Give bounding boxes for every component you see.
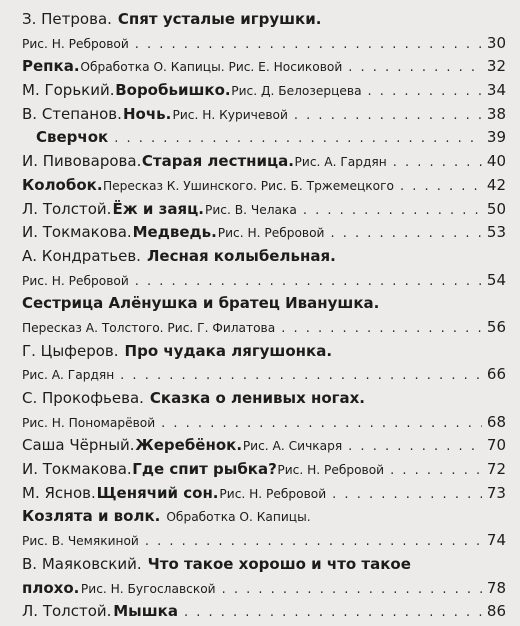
leader-dots <box>368 84 482 99</box>
entry-line <box>22 318 506 342</box>
entry-title: Ёж и заяц. <box>112 199 204 218</box>
toc-entry[interactable] <box>22 484 506 508</box>
leader-dots <box>390 463 482 478</box>
entry-title: плохо. <box>22 578 80 597</box>
entry-line <box>22 247 506 271</box>
entry-line <box>22 365 506 389</box>
page-number: 86 <box>486 602 506 621</box>
toc-entry[interactable] <box>22 602 506 626</box>
leader-dots <box>184 605 482 620</box>
entry-title: Жеребёнок. <box>135 436 243 455</box>
leader-dots <box>303 203 482 218</box>
leader-dots <box>294 108 482 123</box>
page-number: 30 <box>486 33 506 52</box>
entry-credit: Пересказ К. Ушинского. Рис. Б. Тржемецкого <box>103 178 394 193</box>
leader-dots <box>348 60 482 75</box>
leader-dots <box>120 368 482 383</box>
page-number: 53 <box>486 223 506 242</box>
page-number: 32 <box>486 57 506 76</box>
page-number: 70 <box>486 436 506 455</box>
entry-title: Сверчок <box>36 128 109 147</box>
entry-credit: Рис. Н. Куричевой <box>172 107 288 122</box>
entry-title: Что такое хорошо и что такое <box>147 554 411 573</box>
entry-line <box>22 342 506 366</box>
entry-title: Мышка <box>113 602 178 621</box>
toc-entry[interactable] <box>22 105 506 129</box>
page-number: 39 <box>486 128 506 147</box>
toc-entry[interactable] <box>22 247 506 294</box>
entry-line <box>22 555 506 579</box>
entry-title: Где спит рыбка? <box>132 460 277 479</box>
entry-line <box>22 152 506 176</box>
entry-line <box>22 294 506 318</box>
entry-credit: Рис. Н. Ребровой <box>219 486 327 501</box>
entry-author: Л. Толстой. <box>22 199 112 218</box>
toc-entry[interactable] <box>22 460 506 484</box>
entry-author: М. Горький. <box>22 81 115 100</box>
toc-entry[interactable] <box>22 294 506 341</box>
entry-title: Колобок. <box>22 175 103 194</box>
entry-credit: Обработка О. Капицы. Рис. Е. Носиковой <box>80 60 343 75</box>
toc-entry[interactable] <box>22 555 506 602</box>
entry-title: Медведь. <box>132 223 217 242</box>
entry-credit: Рис. Н. Ребровой <box>277 463 385 478</box>
page-number: 68 <box>486 412 506 431</box>
leader-dots <box>393 155 482 170</box>
entry-line <box>22 436 506 460</box>
page-number: 40 <box>486 152 507 171</box>
entry-line <box>22 271 506 295</box>
entry-line <box>22 57 506 81</box>
entry-title: Козлята и волк. <box>22 507 161 526</box>
toc-entry[interactable] <box>22 152 506 176</box>
entry-credit: Рис. Н. Ребровой <box>22 36 129 51</box>
toc-entry[interactable] <box>22 176 506 200</box>
entry-title: Репка. <box>22 57 80 76</box>
entry-credit: Пересказ А. Толстого. Рис. Г. Филатова <box>22 320 276 335</box>
page-number: 50 <box>486 199 507 218</box>
entry-credit: Рис. А. Сичкаря <box>242 439 343 454</box>
leader-dots <box>145 534 482 549</box>
entry-title: Ночь. <box>123 104 172 123</box>
entry-credit: Рис. А. Гардян <box>22 368 115 383</box>
entry-line <box>22 460 506 484</box>
leader-dots <box>135 274 482 289</box>
toc-entry[interactable] <box>22 342 506 389</box>
page-number: 72 <box>486 460 507 479</box>
entry-line <box>22 602 506 626</box>
page-number: 38 <box>486 104 506 123</box>
toc-entry[interactable] <box>22 436 506 460</box>
entry-author: А. Кондратьев. <box>22 246 141 265</box>
toc-entry[interactable] <box>22 57 506 81</box>
entry-author: И. Пивоварова. <box>22 152 142 171</box>
entry-title: Спят усталые игрушки. <box>117 10 322 28</box>
entry-author: Г. Цыферов. <box>22 341 119 360</box>
toc-entry[interactable] <box>22 223 506 247</box>
entry-title: Лесная колыбельная. <box>146 246 336 265</box>
entry-author: Л. Толстой. <box>22 602 112 621</box>
entry-author: В. Маяковский. <box>22 554 142 573</box>
entry-author: И. Токмакова. <box>22 460 132 479</box>
leader-dots <box>281 321 482 336</box>
entry-credit: Рис. В. Чемякиной <box>22 534 139 549</box>
page-number: 34 <box>486 81 507 100</box>
page-number: 66 <box>486 365 506 384</box>
leader-dots <box>135 37 482 52</box>
entry-line <box>22 10 506 34</box>
entry-line <box>22 176 506 200</box>
entry-title: Щенячий сон. <box>96 483 219 502</box>
entry-line <box>22 579 506 603</box>
entry-line <box>22 531 506 555</box>
page-number: 56 <box>486 317 506 336</box>
entry-credit: Рис. Н. Бугославской <box>80 581 216 596</box>
entry-credit: Обработка О. Капицы. <box>166 510 311 525</box>
entry-line <box>22 200 506 224</box>
page-number: 78 <box>486 578 506 597</box>
leader-dots <box>332 487 482 502</box>
leader-dots <box>348 439 482 454</box>
leader-dots <box>114 131 482 146</box>
toc-entry[interactable] <box>22 10 506 57</box>
entry-line <box>22 389 506 413</box>
entry-title: Воробьишко. <box>115 81 231 100</box>
toc-entry[interactable] <box>22 81 506 105</box>
entry-credit: Рис. Н. Ребровой <box>22 273 129 288</box>
toc-entry[interactable] <box>22 128 506 152</box>
entry-line <box>22 507 506 531</box>
leader-dots <box>330 226 482 241</box>
entry-line <box>22 223 506 247</box>
entry-author: М. Яснов. <box>22 483 96 502</box>
leader-dots <box>222 582 482 597</box>
entry-author: В. Степанов. <box>22 104 122 123</box>
page-number: 74 <box>486 531 506 550</box>
entry-credit: Рис. Н. Пономарёвой <box>22 415 156 430</box>
entry-line <box>22 81 506 105</box>
entry-credit: Рис. А. Гардян <box>294 155 387 170</box>
entry-author: С. Прокофьева. <box>22 389 144 407</box>
entry-credit: Рис. В. Челака <box>205 202 297 217</box>
entry-credit: Рис. Н. Ребровой <box>217 226 325 241</box>
entry-line <box>22 413 506 437</box>
entry-title: Сестрица Алёнушка и братец Иванушка. <box>22 294 380 313</box>
entry-line <box>22 34 506 58</box>
entry-line <box>22 484 506 508</box>
entry-line <box>22 105 506 129</box>
entry-title: Сказка о ленивых ногах. <box>149 389 365 407</box>
entry-title: Старая лестница. <box>141 152 294 171</box>
entry-line <box>22 128 506 152</box>
page-number: 42 <box>486 175 506 194</box>
entry-author: Саша Чёрный. <box>22 436 135 455</box>
toc-entry[interactable] <box>22 389 506 436</box>
entry-author: И. Токмакова. <box>22 223 132 242</box>
leader-dots <box>400 179 482 194</box>
entry-title: Про чудака лягушонка. <box>124 341 333 360</box>
entry-credit: Рис. Д. Белозерцева <box>231 84 362 99</box>
toc-entry[interactable] <box>22 507 506 554</box>
page-number: 54 <box>486 270 506 289</box>
page-number: 73 <box>486 483 506 502</box>
entry-author: З. Петрова. <box>22 10 112 28</box>
toc-entry[interactable] <box>22 200 506 224</box>
leader-dots <box>161 416 482 431</box>
